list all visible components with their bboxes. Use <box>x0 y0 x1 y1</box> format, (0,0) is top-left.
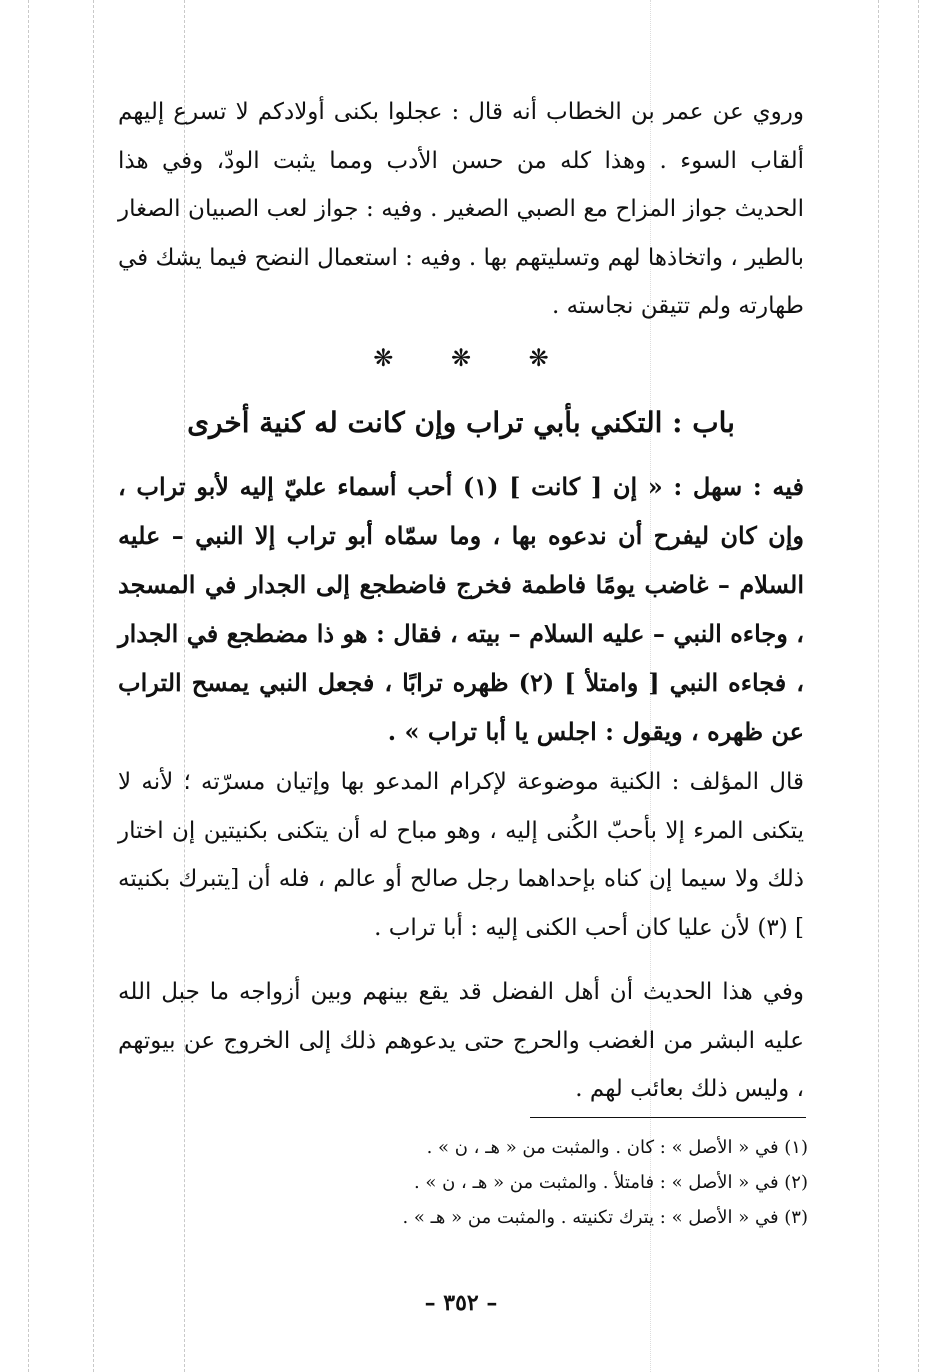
closing-paragraph: وفي هذا الحديث أن أهل الفضل قد يقع بينهم وبين أزواجه ما جبل الله عليه البشر من الغضب والحرج حتى يدعوهم ذلك إلى الخروج عن بيوتهم ، وليس ذلك بعائب لهم . <box>118 979 804 1102</box>
page-number: – ٣٥٢ – <box>424 1290 498 1316</box>
footnotes <box>118 1130 808 1235</box>
scan-guide-line <box>918 0 919 1372</box>
footnote: (١) في « الأصل » : كان . والمثبت من « هـ ، ن » . <box>426 1137 808 1158</box>
section-separator: ❋ ❋ ❋ <box>373 344 549 372</box>
author-commentary: قال المؤلف : الكنية موضوعة لإكرام المدعو بها وإتيان مسرّته ؛ لأنه لا يتكنى المرء إلا بأحبّ الكُنى إليه ، وهو مباح له أن يتكنى بكنيتين إن اختار ذلك ولا سيما إن كناه بإحداهما رجل صالح أو عالم ، فله أن [يتبرك بكنيته ] (٣) لأن عليا كان أحب الكنى إليه : أبا تراب . <box>118 769 804 941</box>
footnote: (٢) في « الأصل » : فامتلأ . والمثبت من « هـ ، ن » . <box>413 1172 808 1193</box>
chapter-heading: باب : التكني بأبي تراب وإن كانت له كنية أخرى <box>187 406 735 439</box>
hadith-text: فيه : سهل : « إن [ كانت ] (١) أحب أسماء عليّ إليه لأبو تراب ، وإن كان ليفرح أن ندعوه بها ، وما سمّاه أبو تراب إلا النبي – عليه السلام – غاضب يومًا فاطمة فخرج فاضطجع إلى الجدار في المسجد ، وجاءه النبي – عليه السلام – بيته ، فقال : هو ذا مضطجع في الجدار ، فجاءه النبي [ وامتلأ ] (٢) ظهره ترابًا ، فجعل النبي يمسح التراب عن ظهره ، ويقول : اجلس يا أبا تراب » . <box>118 472 804 746</box>
footnote: (٣) في « الأصل » : يترك تكنيته . والمثبت من « هـ » . <box>402 1207 808 1228</box>
scan-guide-line <box>93 0 94 1372</box>
opening-paragraph: وروي عن عمر بن الخطاب أنه قال : عجلوا بكنى أولادكم لا تسرع إليهم ألقاب السوء . وهذا كله من حسن الأدب ومما يثبت الودّ، وفي هذا الحديث جواز المزاح مع الصبي الصغير . وفيه : جواز لعب الصبيان الصغار بالطير ، واتخاذها لهم وتسليتهم بها . وفيه : استعمال النضح فيما يشك في طهارته ولم تتيقن نجاسته . <box>118 99 804 319</box>
footnote-divider <box>530 1117 806 1118</box>
scan-guide-line <box>28 0 29 1372</box>
scan-guide-line <box>878 0 879 1372</box>
